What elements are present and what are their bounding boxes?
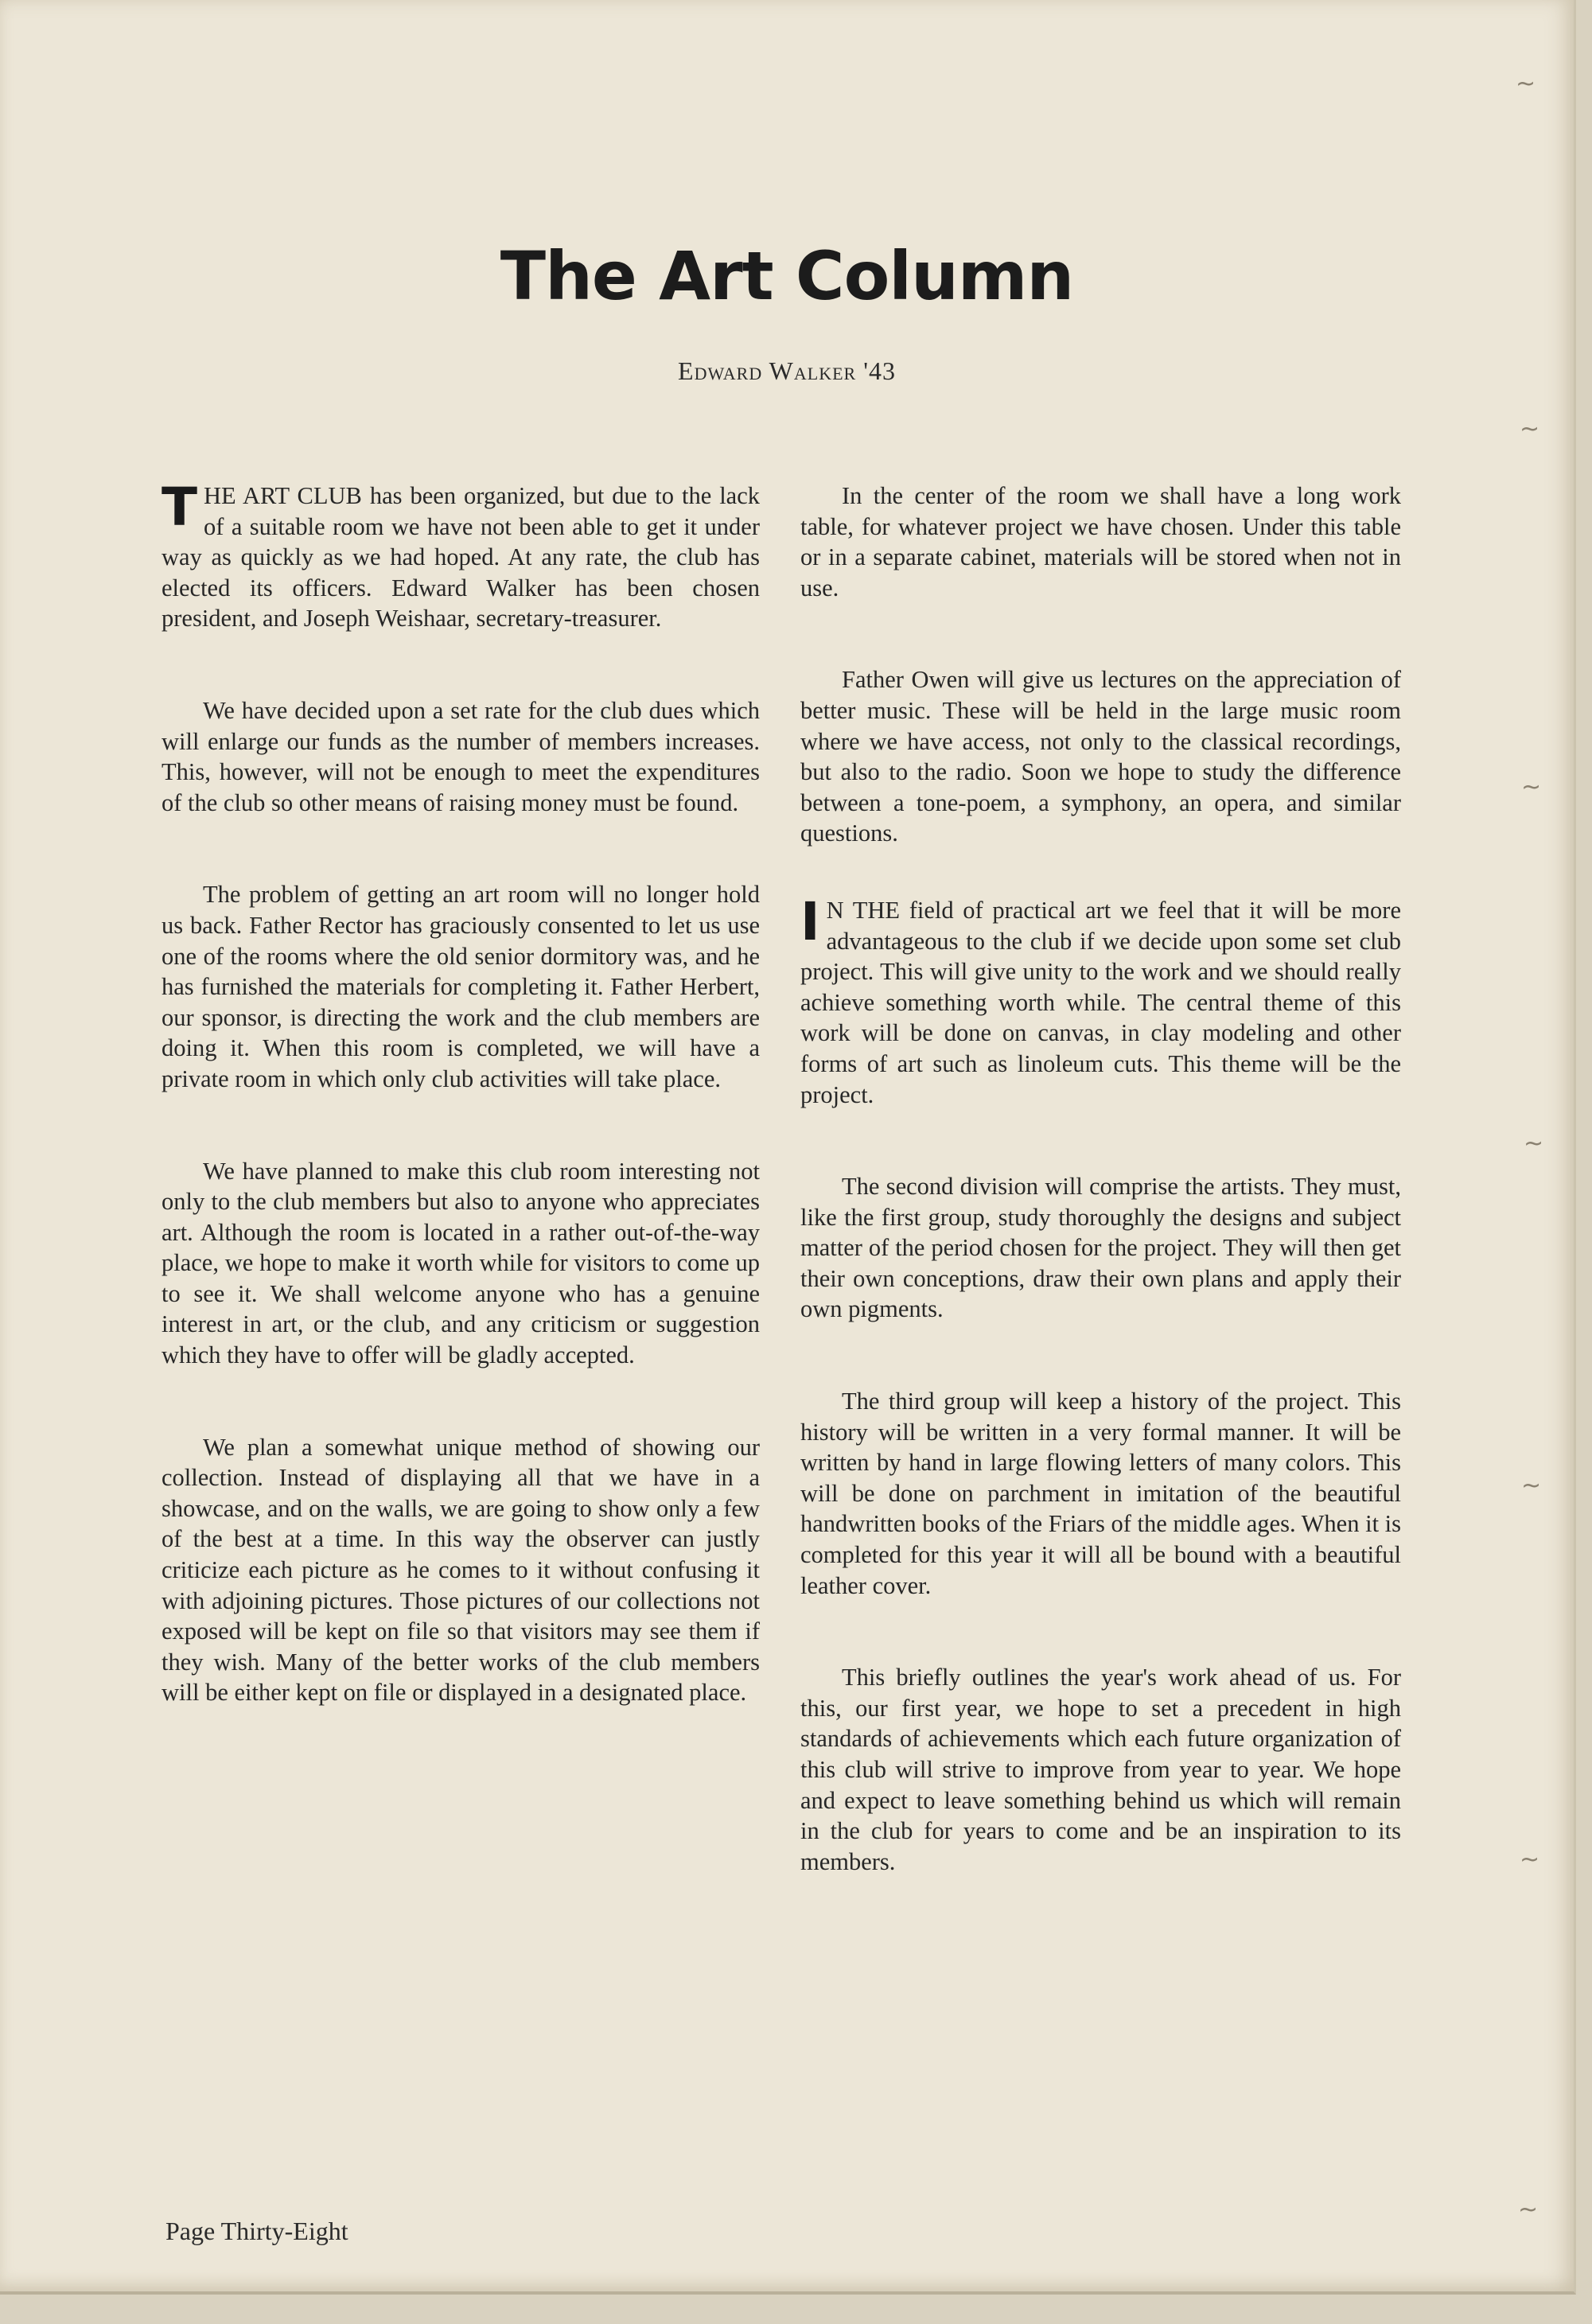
- binding-hole-mark: ~: [1521, 773, 1542, 801]
- right-column: [800, 481, 1401, 1877]
- binding-hole-mark: ~: [1524, 1130, 1544, 1158]
- left-column: [162, 477, 760, 1708]
- paragraph: [800, 890, 1401, 1110]
- paragraph-text: HE ART CLUB has been organized, but due to the lack of a suitable room we have not been able to get it under way as quickly as we had hoped. At any rate, the club has elected its officers. Edward Walker has been chosen president, and Joseph Weishaar, secretary-treasurer.: [162, 482, 760, 633]
- paragraph: The third group will keep a history of the project. This history will be written in a very formal manner. It will be written by hand in large flowing letters of many colors. This will be done on parchment in imitation of the beautiful handwritten books of the Friars of the middle ages. When it is completed for this year it will all be bound with a beautiful leather cover.: [800, 1388, 1402, 1599]
- binding-hole-mark: ~: [1521, 1472, 1542, 1500]
- paragraph-text: N THE field of practical art we feel that it will be more advantageous to the club if we decide upon some set club project. This will give unity to the work and we should really achieve something worth while. The central theme of this work will be done on canvas, in clay modeling and other forms of art such as linoleum cuts. This theme will be the project.: [800, 896, 1401, 1108]
- page-title: The Art Column: [500, 237, 1074, 315]
- page-number: Page Thirty-Eight: [165, 2217, 348, 2245]
- paragraph: We have decided upon a set rate for the club dues which will enlarge our funds as the number of members increases. This, however, will not be enough to meet the expenditures of the club so other means of raising money must be found.: [162, 696, 760, 816]
- paragraph: We have planned to make this club room interesting not only to the club members but also to anyone who appreciates art. Although the room is located in a rather out-of-the-way place, we hope to make it worth while for visitors to come up to see it. We shall welcome anyone who has a genuine interest in art, or the club, and any criticism or suggestion which they have to offer will be gladly accepted.: [162, 1157, 760, 1369]
- paragraph: The second division will comprise the artists. They must, like the first group, study thoroughly the designs and subject matter of the period chosen for the project. They will then get their own conceptions, draw their own plans and apply their own pigments.: [800, 1173, 1401, 1323]
- paragraph: We plan a somewhat unique method of showing our collection. Instead of displaying all that we have in a showcase, and on the walls, we are going to show only a few of the best at a time. In this way the observer can justly criticize each picture as he comes to it without confusing it with adjoining pictures. Those pictures of our collections not exposed will be kept on file so that visitors may see them if they wish. Many of the better works of the club members will be either kept on file or displayed in a designated place.: [162, 1433, 760, 1707]
- paragraph: [162, 477, 760, 634]
- drop-cap: T: [162, 477, 198, 538]
- drop-cap: I: [800, 890, 820, 952]
- binding-hole-mark: ~: [1520, 1846, 1540, 1874]
- paragraph: The problem of getting an art room will no longer hold us back. Father Rector has graciously consented to let us use one of the rooms where the old senior dormitory was, and he has furnished the materials for completing it. Father Herbert, our sponsor, is directing the work and the club members are doing it. When this room is completed, we will have a private room in which only club activities will take place.: [162, 881, 760, 1092]
- binding-hole-mark: ~: [1520, 415, 1540, 443]
- binding-hole-mark: ~: [1518, 2196, 1539, 2224]
- binding-hole-mark: ~: [1516, 70, 1536, 98]
- author-byline: Edward Walker '43: [678, 356, 896, 385]
- paragraph: In the center of the room we shall have a long work table, for whatever project we have chosen. Under this table or in a separate cabinet, materials will be stored when not in use.: [800, 482, 1401, 601]
- paragraph: This briefly outlines the year's work ahead of us. For this, our first year, we hope to set a precedent in high standards of achievements which each future organization of this club will strive to improve from year to year. We hope and expect to leave something behind us which will remain in the club for years to come and be an inspiration to its members.: [800, 1664, 1401, 1875]
- paragraph: Father Owen will give us lectures on the appreciation of better music. These will be held in the large music room where we have access, not only to the classical recordings, but also to the radio. Soon we hope to study the difference between a tone-poem, a symphony, an opera, and similar questions.: [800, 666, 1401, 847]
